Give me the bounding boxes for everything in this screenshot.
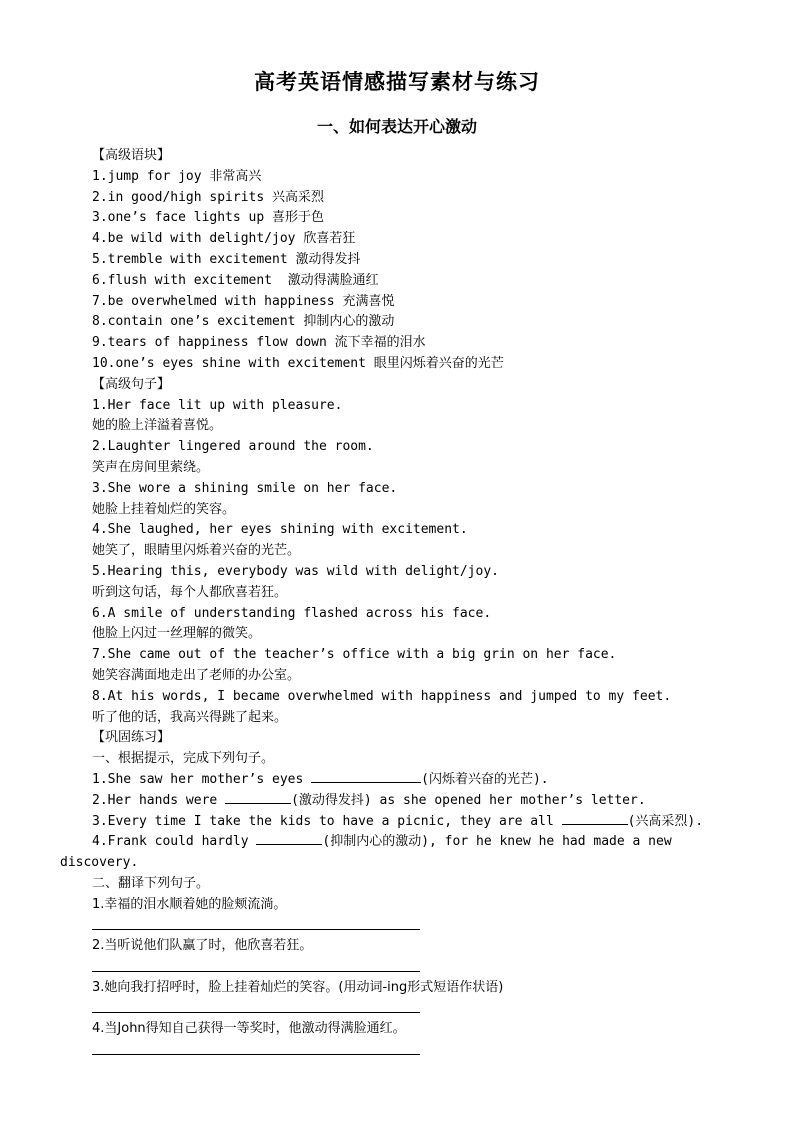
sentence-en: 4.She laughed, her eyes shining with excitement. (92, 522, 468, 538)
sentence-cn: 他脸上闪过一丝理解的微笑。 (92, 626, 262, 642)
document-title: 高考英语情感描写素材与练习 (254, 70, 540, 94)
part2-heading: 二、翻译下列句子。 (92, 875, 210, 891)
chunks-heading: 【高级语块】 (92, 148, 171, 163)
sentence-en: 3.She wore a shining smile on her face. (92, 480, 398, 496)
fill-question-4-continued: discovery. (60, 855, 139, 871)
sentence-en: 1.Her face lit up with pleasure. (92, 397, 343, 413)
sentence-cn: 听到这句话，每个人都欣喜若狂。 (92, 584, 288, 600)
practice-heading: 【巩固练习】 (92, 730, 171, 746)
translate-question: 2.当听说他们队赢了时，他欣喜若狂。 (92, 938, 313, 954)
chunk-item: 6.flush with excitement 激动得满脸通红 (92, 272, 379, 288)
chunk-item: 7.be overwhelmed with happiness 充满喜悦 (92, 293, 395, 309)
fill-question-2 (92, 791, 742, 812)
answer-line[interactable] (92, 999, 742, 1020)
translate-question: 1.幸福的泪水顺着她的脸颊流淌。 (92, 896, 287, 912)
sentence-en: 5.Hearing this, everybody was wild with delight/joy. (92, 563, 499, 579)
sentence-en: 7.She came out of the teacher’s office with a big grin on her face. (92, 647, 617, 663)
document-body (60, 146, 742, 1061)
sentence-en: 8.At his words, I became overwhelmed with happiness and jumped to my feet. (92, 688, 672, 704)
chunk-item: 8.contain one’s excitement 抑制内心的激动 (92, 314, 395, 330)
question-text: 3.Every time I take the kids to have a picnic, they are all (92, 813, 562, 829)
chunk-item: 1.jump for joy 非常高兴 (92, 168, 262, 184)
question-hint: (闪烁着兴奋的光芒). (421, 771, 549, 787)
part1-heading: 一、根据提示，完成下列句子。 (92, 751, 275, 767)
section-subtitle: 一、如何表达开心激动 (316, 117, 477, 136)
sentence-cn: 听了他的话，我高兴得跳了起来。 (92, 709, 288, 725)
sentence-cn: 她笑容满面地走出了老师的办公室。 (92, 667, 301, 683)
answer-blank[interactable] (311, 770, 421, 783)
chunk-item: 9.tears of happiness flow down 流下幸福的泪水 (92, 335, 426, 351)
chunk-item: 2.in good/high spirits 兴高采烈 (92, 189, 325, 205)
chunk-item: 10.one’s eyes shine with excitement 眼里闪烁着兴奋的光芒 (92, 355, 504, 371)
question-text: 1.She saw her mother’s eyes (92, 771, 312, 787)
sentence-en: 2.Laughter lingered around the room. (92, 439, 374, 455)
chunk-item: 4.be wild with delight/joy 欣喜若狂 (92, 231, 356, 247)
sentences-heading: 【高级句子】 (92, 376, 171, 392)
question-text: 2.Her hands were (92, 792, 226, 808)
question-hint: (激动得发抖) as she opened her mother’s letter. (291, 792, 646, 808)
fill-question-4 (92, 832, 742, 853)
answer-blank[interactable] (256, 832, 322, 845)
fill-question-1 (92, 770, 742, 791)
question-hint: (抑制内心的激动), for he knew he had made a new (322, 834, 672, 850)
question-hint: (兴高采烈). (627, 813, 704, 829)
answer-line[interactable] (92, 915, 742, 936)
sentence-cn: 她笑了，眼睛里闪烁着兴奋的光芒。 (92, 543, 301, 559)
sentence-en: 6.A smile of understanding flashed across his face. (92, 605, 492, 621)
sentence-cn: 她脸上挂着灿烂的笑容。 (92, 501, 236, 517)
sentence-cn: 她的脸上洋溢着喜悦。 (92, 418, 223, 434)
answer-blank[interactable] (225, 791, 291, 804)
translate-question: 3.她向我打招呼时，脸上挂着灿烂的笑容。(用动词-ing形式短语作状语) (92, 979, 504, 995)
chunk-item: 3.one’s face lights up 喜形于色 (92, 210, 325, 226)
translate-question: 4.当John得知自己获得一等奖时，他激动得满脸通红。 (92, 1021, 406, 1037)
answer-blank[interactable] (562, 812, 628, 825)
fill-question-3 (92, 812, 742, 833)
answer-line[interactable] (92, 957, 742, 978)
answer-line[interactable] (92, 1040, 742, 1061)
question-text: 4.Frank could hardly (92, 834, 257, 850)
chunk-item: 5.tremble with excitement 激动得发抖 (92, 251, 361, 267)
sentence-cn: 笑声在房间里萦绕。 (92, 459, 210, 475)
